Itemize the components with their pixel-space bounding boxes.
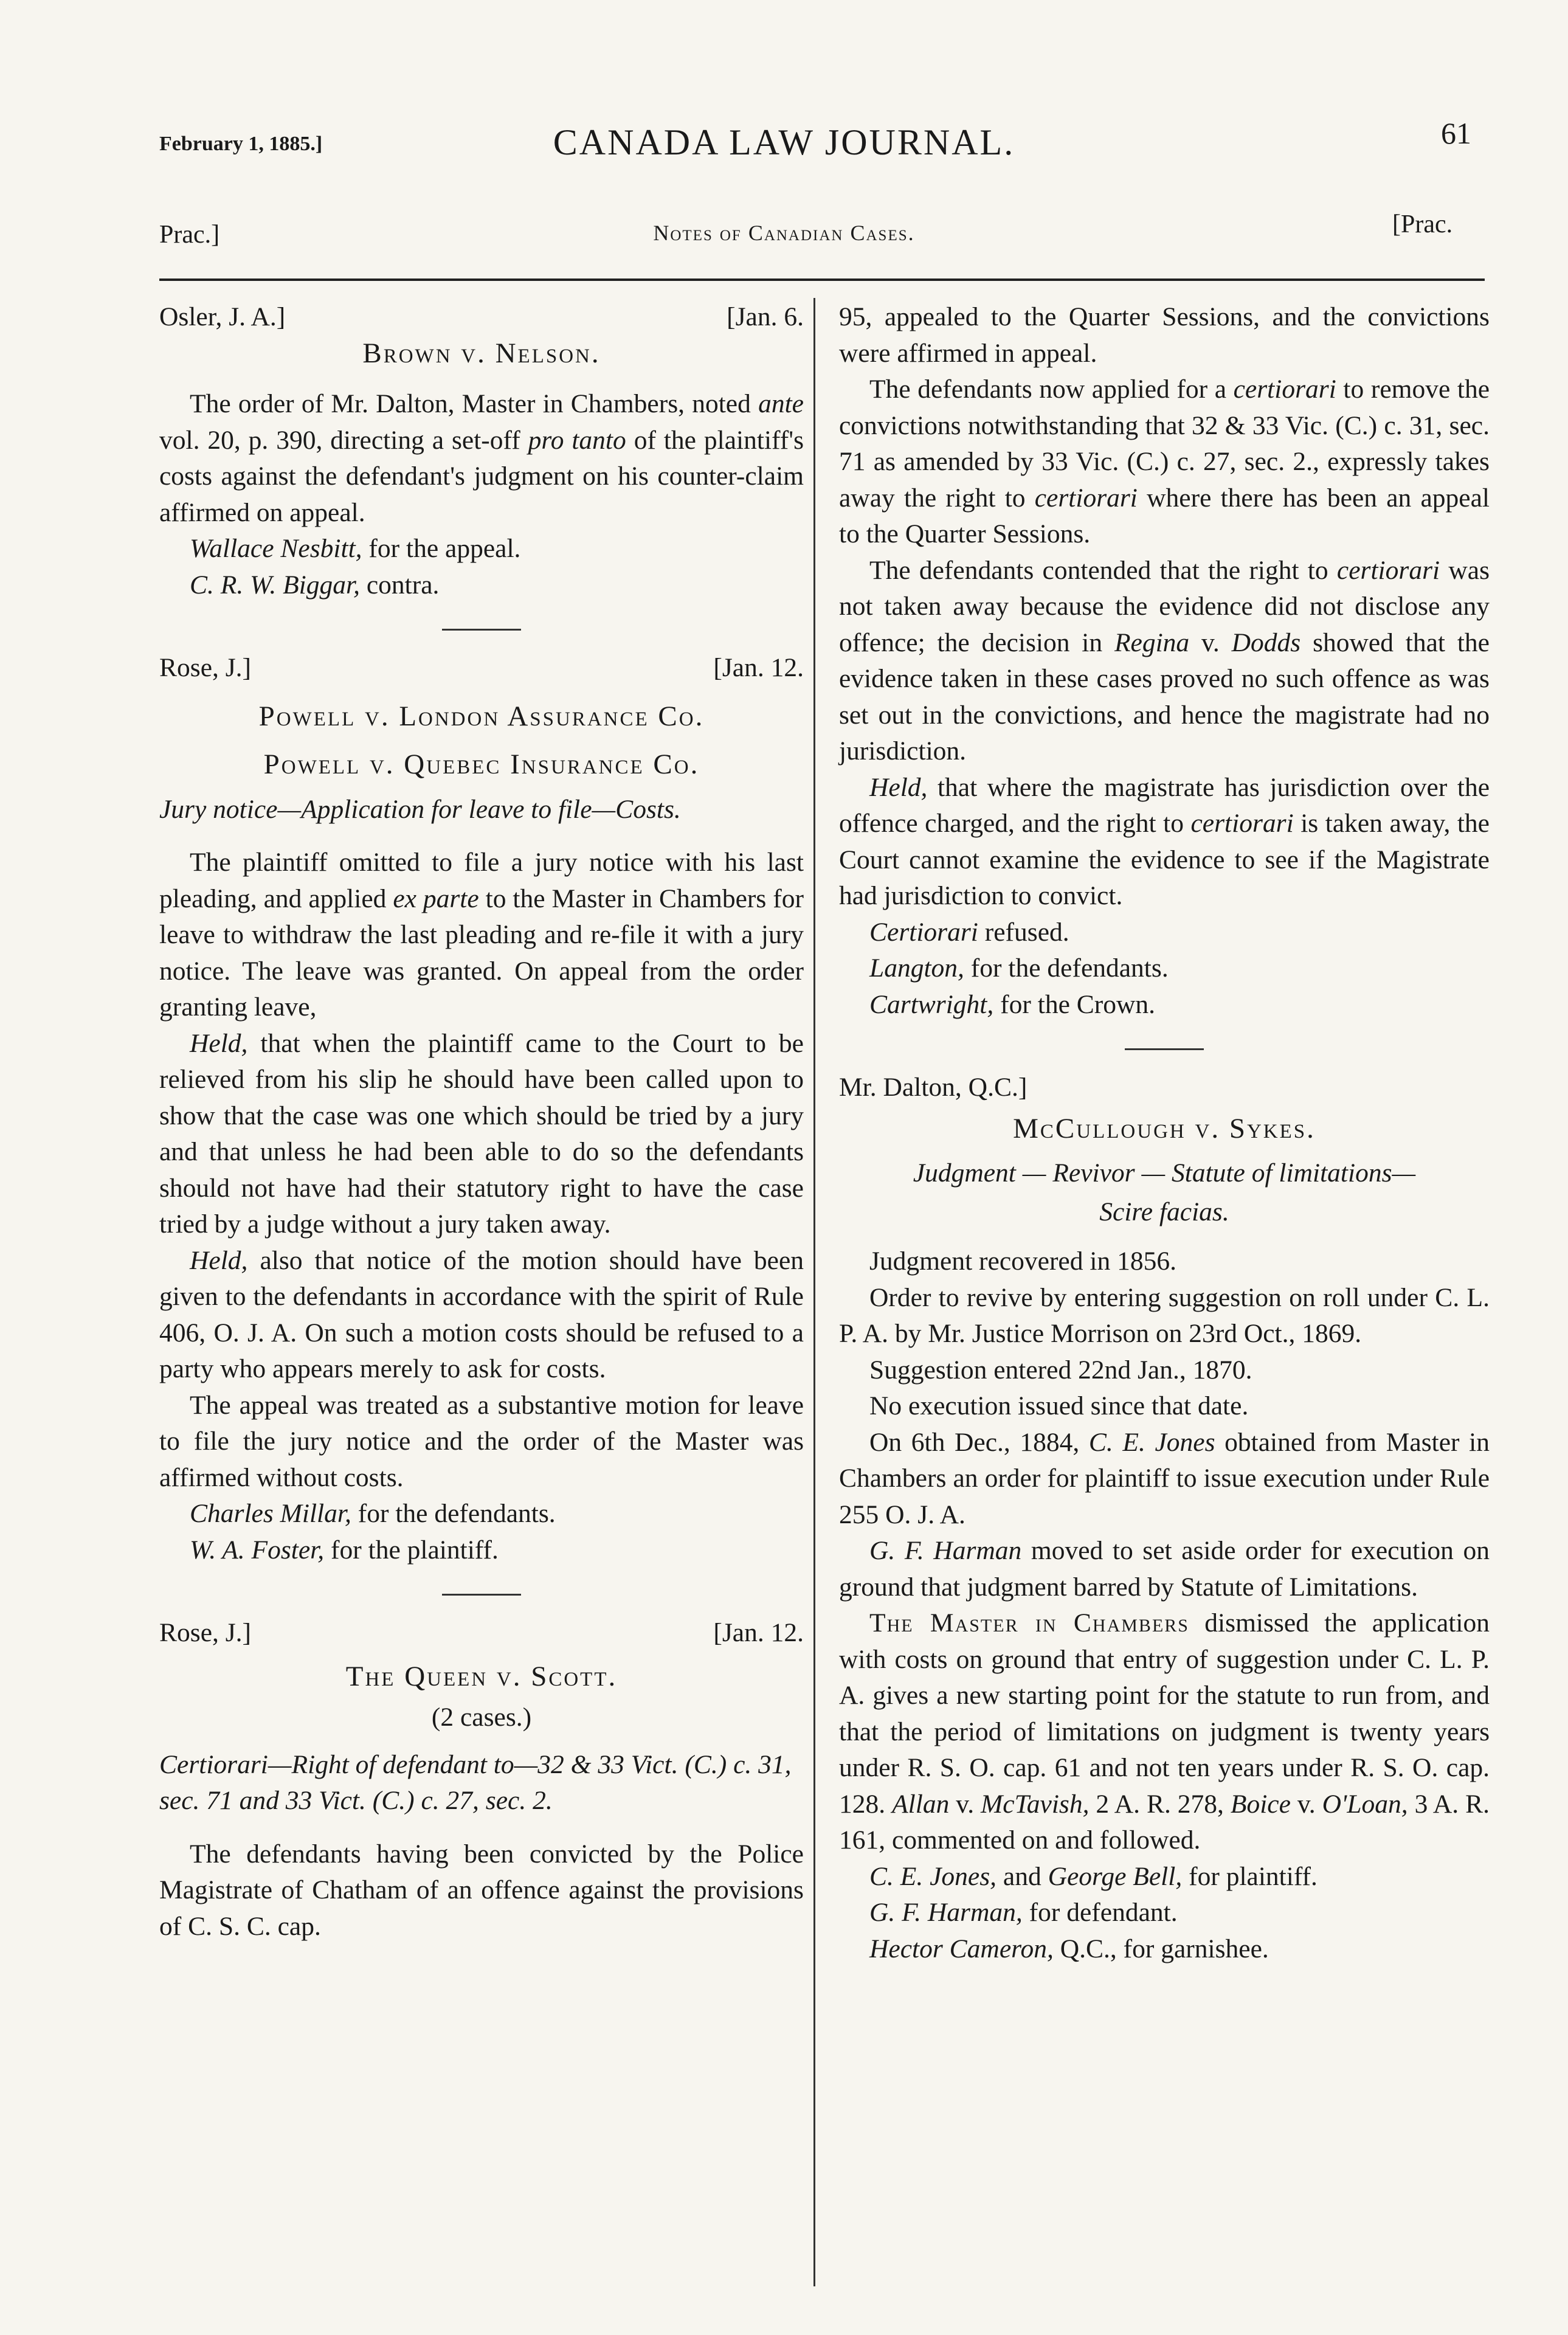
text: obtained from Master in Chambers an order for plaintiff to issue execution under Rule 255 O. J. A. <box>839 1427 1490 1529</box>
section-left: Prac.] <box>159 221 220 249</box>
text: 3 A. R. 161, commented on and followed. <box>839 1789 1490 1855</box>
counsel-name: C. E. Jones, <box>869 1861 997 1891</box>
case-title: Brown v. Nelson. <box>362 337 601 369</box>
header-rule <box>159 278 1485 281</box>
case-paragraph: Suggestion entered 22nd Jan., 1870. <box>869 1355 1252 1385</box>
page-number: 61 <box>1441 116 1471 150</box>
counsel-name: Charles Millar, <box>190 1499 351 1528</box>
counsel-name: George Bell, <box>1048 1861 1183 1891</box>
italic-text: Boice <box>1230 1789 1291 1819</box>
case-judge-line <box>159 299 804 336</box>
section-right: [Prac. <box>1392 210 1453 238</box>
counsel-role: for the appeal. <box>362 534 521 563</box>
counsel-name: Cartwright, <box>869 989 994 1019</box>
text: vol. 20, p. 390, directing a set-off <box>159 425 528 455</box>
case-paragraph <box>839 553 1490 770</box>
text: The order of Mr. Dalton, Master in Chambers, noted <box>190 389 759 418</box>
italic-text: certiorari <box>1336 555 1440 585</box>
counsel-name: Wallace Nesbitt, <box>190 534 362 563</box>
counsel-role: for the defendants. <box>964 953 1169 983</box>
text: where there has been an appeal to the Quarter Sessions. <box>839 483 1490 548</box>
text: moved to set aside order for execution on ground that judgment barred by Statute of Limitations. <box>839 1536 1490 1602</box>
case-paragraph: The appeal was treated as a substantive motion for leave to file the jury notice and the order of the Master was affirmed without costs. <box>159 1390 804 1492</box>
case-title: The Queen v. Scott. <box>345 1660 618 1692</box>
case-mccullough-v-sykes <box>839 1070 1490 1967</box>
counsel-role: for the Crown. <box>993 989 1156 1019</box>
case-paragraph: No execution issued since that date. <box>869 1391 1249 1420</box>
italic-text: Held, <box>190 1028 248 1058</box>
text: showed that the evidence taken in these cases proved no such offence as was set out in the convictions, and hence the magistrate had no jurisdiction. <box>839 628 1490 766</box>
judge-name: Rose, J.] <box>159 1618 252 1647</box>
case-headnote: Judgment — Revivor — Statute of limitations— <box>913 1158 1416 1188</box>
italic-text: Dodds <box>1231 628 1301 657</box>
italic-text: Held, <box>869 772 928 802</box>
italic-text: McTavish, <box>981 1789 1090 1819</box>
case-title: Powell v. London Assurance Co. <box>258 700 705 732</box>
italic-text: pro tanto <box>528 425 626 455</box>
case-judge-line <box>159 1615 804 1652</box>
case-paragraph <box>159 1243 804 1388</box>
case-brown-v-nelson <box>159 299 804 603</box>
case-title: Powell v. Quebec Insurance Co. <box>263 749 700 780</box>
counsel-role: for defendant. <box>1022 1898 1178 1927</box>
right-column <box>839 299 1490 1967</box>
column-divider <box>813 298 815 2286</box>
case-headnote: Certiorari—Right of defendant to—32 & 33 Vict. (C.) c. 31, sec. 71 and 33 Vict. (C.) c. 27, sec. 2. <box>159 1749 792 1815</box>
header-date: February 1, 1885.] <box>159 133 323 155</box>
text: The defendants now applied for a <box>869 375 1234 404</box>
case-paragraph <box>159 1026 804 1243</box>
text: and <box>996 1861 1048 1891</box>
case-paragraph <box>839 1533 1490 1605</box>
counsel-line <box>159 567 804 604</box>
italic-text: Held, <box>190 1245 248 1275</box>
text: The plaintiff omitted to file a jury notice with his last pleading, and applied <box>159 848 804 913</box>
case-judge-line <box>159 650 804 687</box>
counsel-line <box>839 950 1490 987</box>
text: is taken away, the Court cannot examine the evidence to see if the Magistrate had jurisdiction to convict. <box>839 809 1490 910</box>
counsel-name: C. R. W. Biggar, <box>190 570 360 600</box>
case-paragraph <box>839 1605 1490 1859</box>
text: also that notice of the motion should have been given to the defendants in accordance with the spirit of Rule 406, O. J. A. On such a motion costs should be refused to a party who appears merely to ask for costs. <box>159 1245 804 1383</box>
text: v. <box>1290 1789 1322 1819</box>
italic-text: certiorari <box>1190 809 1294 838</box>
case-paragraph <box>159 845 804 1026</box>
italic-text: certiorari <box>1233 375 1336 404</box>
case-paragraph <box>839 372 1490 553</box>
left-column <box>159 299 804 1945</box>
case-separator <box>442 629 521 631</box>
counsel-name: G. F. Harman, <box>869 1898 1023 1927</box>
case-paragraph: Order to revive by entering suggestion on roll under C. L. P. A. by Mr. Justice Morrison on 23rd Oct., 1869. <box>839 1282 1490 1348</box>
counsel-line <box>839 987 1490 1023</box>
ruling-line <box>839 915 1490 951</box>
case-title: McCullough v. Sykes. <box>1013 1112 1316 1144</box>
journal-title: CANADA LAW JOURNAL. <box>553 122 1015 162</box>
case-separator <box>1125 1048 1204 1050</box>
case-paragraph: The defendants having been convicted by the Police Magistrate of Chatham of an offence against the provisions of C. S. C. cap. <box>159 1839 804 1941</box>
case-date: [Jan. 12. <box>713 1618 804 1647</box>
case-subtitle: (2 cases.) <box>431 1703 532 1732</box>
counsel-role: contra. <box>359 570 440 600</box>
case-paragraph: 95, appealed to the Quarter Sessions, and the convictions were affirmed in appeal. <box>839 302 1490 368</box>
counsel-line <box>159 1496 804 1532</box>
case-headnote: Jury notice—Application for leave to file—Costs. <box>159 794 681 824</box>
counsel-name: Hector Cameron, <box>869 1934 1054 1963</box>
case-queen-v-scott <box>159 1615 804 1945</box>
text: that where the magistrate has jurisdiction over the offence charged, and the right to <box>839 772 1490 838</box>
case-paragraph <box>159 386 804 531</box>
italic-text: ex parte <box>393 884 479 913</box>
italic-text: O'Loan, <box>1322 1789 1408 1819</box>
counsel-line <box>839 1859 1490 1895</box>
text: to the Master in Chambers for leave to withdraw the last pleading and re-file it with a jury notice. The leave was granted. On appeal from the order granting leave, <box>159 884 804 1022</box>
judge-name: Rose, J.] <box>159 653 252 682</box>
case-queen-v-scott-continued <box>839 299 1490 1023</box>
text: was not taken away because the evidence did not disclose any offence; the decision in <box>839 555 1490 657</box>
italic-text: Regina <box>1114 628 1190 657</box>
smallcaps-text: The Master in Chambers <box>869 1608 1189 1638</box>
counsel-line <box>839 1895 1490 1931</box>
case-powell <box>159 650 804 1568</box>
text: to remove the convictions notwithstanding that 32 & 33 Vic. (C.) c. 31, sec. 71 as amended by 33 Vic. (C.) c. 27, sec. 2., expressly takes away the right to <box>839 375 1490 513</box>
counsel-role: for the plaintiff. <box>324 1535 499 1565</box>
italic-text: Allan <box>892 1789 950 1819</box>
counsel-name: Langton, <box>869 953 964 983</box>
case-separator <box>442 1594 521 1596</box>
section-center: Notes of Canadian Cases. <box>653 221 915 245</box>
text: that when the plaintiff came to the Court to be relieved from his slip he should have been called upon to show that the case was one which should be tried by a jury and that unless he had been able to do so the defendants should not have had their statutory right to have the case tried by a judge without a jury taken away. <box>159 1028 804 1239</box>
case-paragraph: Judgment recovered in 1856. <box>869 1247 1176 1276</box>
case-headnote: Scire facias. <box>1099 1197 1229 1226</box>
counsel-line <box>159 531 804 567</box>
italic-text: G. F. Harman <box>869 1536 1022 1565</box>
italic-text: Certiorari <box>869 917 978 947</box>
counsel-name: W. A. Foster, <box>190 1535 325 1565</box>
counsel-role: Q.C., for garnishee. <box>1053 1934 1269 1963</box>
text: dismissed the application with costs on ground that entry of suggestion under C. L. P. A. gives a new starting point for the statute to run from, and that the period of limitations on judgment is twenty years under R. S. O. cap. 61 and not ten years under R. S. O. cap. 128. <box>839 1608 1490 1819</box>
text: 2 A. R. 278, <box>1089 1789 1231 1819</box>
counsel-role: for plaintiff. <box>1182 1861 1318 1891</box>
counsel-line <box>839 1931 1490 1968</box>
text: v. <box>1189 628 1232 657</box>
text: The defendants contended that the right to <box>869 555 1337 585</box>
italic-text: C. E. Jones <box>1088 1427 1215 1457</box>
case-paragraph <box>839 1425 1490 1534</box>
counsel-role: for the defendants. <box>351 1499 556 1528</box>
italic-text: ante <box>758 389 804 418</box>
text: refused. <box>978 917 1069 947</box>
case-date: [Jan. 6. <box>727 302 804 331</box>
counsel-line <box>159 1532 804 1569</box>
case-date: [Jan. 12. <box>713 653 804 682</box>
text: v. <box>949 1789 981 1819</box>
judge-name: Osler, J. A.] <box>159 302 286 331</box>
judge-name: Mr. Dalton, Q.C.] <box>839 1073 1027 1102</box>
text: On 6th Dec., 1884, <box>869 1427 1089 1457</box>
italic-text: certiorari <box>1034 483 1138 513</box>
text: of the plaintiff's costs against the defendant's judgment on his counter-claim affirmed on appeal. <box>159 425 804 527</box>
case-paragraph <box>839 770 1490 915</box>
